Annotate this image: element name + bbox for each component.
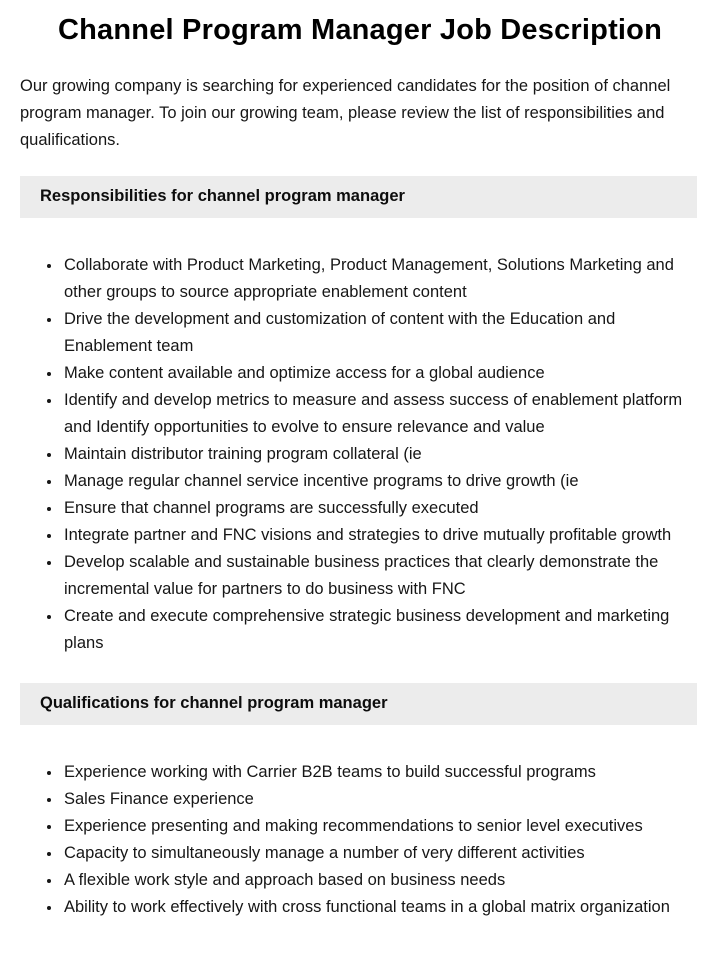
list-item: • Integrate partner and FNC visions and strategies to drive mutually profitable growth — [62, 522, 696, 549]
qualifications-section — [0, 683, 720, 921]
list-item: • Ability to work effectively with cross functional teams in a global matrix organization — [62, 894, 696, 921]
list-item: • Develop scalable and sustainable business practices that clearly demonstrate the incremental value for partners to do business with FNC — [62, 549, 696, 603]
list-item: • Manage regular channel service incentive programs to drive growth (ie — [62, 468, 696, 495]
list-item: • Capacity to simultaneously manage a number of very different activities — [62, 840, 696, 867]
list-item: • Experience working with Carrier B2B teams to build successful programs — [62, 759, 696, 786]
responsibilities-section-heading: Responsibilities for channel program manager — [20, 176, 697, 218]
list-item: • A flexible work style and approach based on business needs — [62, 867, 696, 894]
list-item: • Experience presenting and making recommendations to senior level executives — [62, 813, 696, 840]
qualifications-list — [20, 759, 696, 921]
intro-paragraph: Our growing company is searching for experienced candidates for the position of channel program manager. To join our growing team, please review the list of responsibilities and qualifications. — [20, 77, 671, 149]
responsibilities-list — [20, 252, 696, 657]
page-title: Channel Program Manager Job Description — [57, 14, 663, 46]
list-item: • Drive the development and customization of content with the Education and Enablement team — [62, 306, 696, 360]
list-item: • Maintain distributor training program collateral (ie — [62, 441, 696, 468]
list-item: • Sales Finance experience — [62, 786, 696, 813]
list-item: • Identify and develop metrics to measure and assess success of enablement platform and Identify opportunities to evolve to ensure relevance and value — [62, 387, 696, 441]
list-item: • Make content available and optimize access for a global audience — [62, 360, 696, 387]
list-item: • Create and execute comprehensive strategic business development and marketing plans — [62, 603, 696, 657]
list-item: • Collaborate with Product Marketing, Product Management, Solutions Marketing and other groups to source appropriate enablement content — [62, 252, 696, 306]
responsibilities-section — [0, 176, 720, 657]
list-item: • Ensure that channel programs are successfully executed — [62, 495, 696, 522]
qualifications-section-heading: Qualifications for channel program manager — [20, 683, 697, 725]
